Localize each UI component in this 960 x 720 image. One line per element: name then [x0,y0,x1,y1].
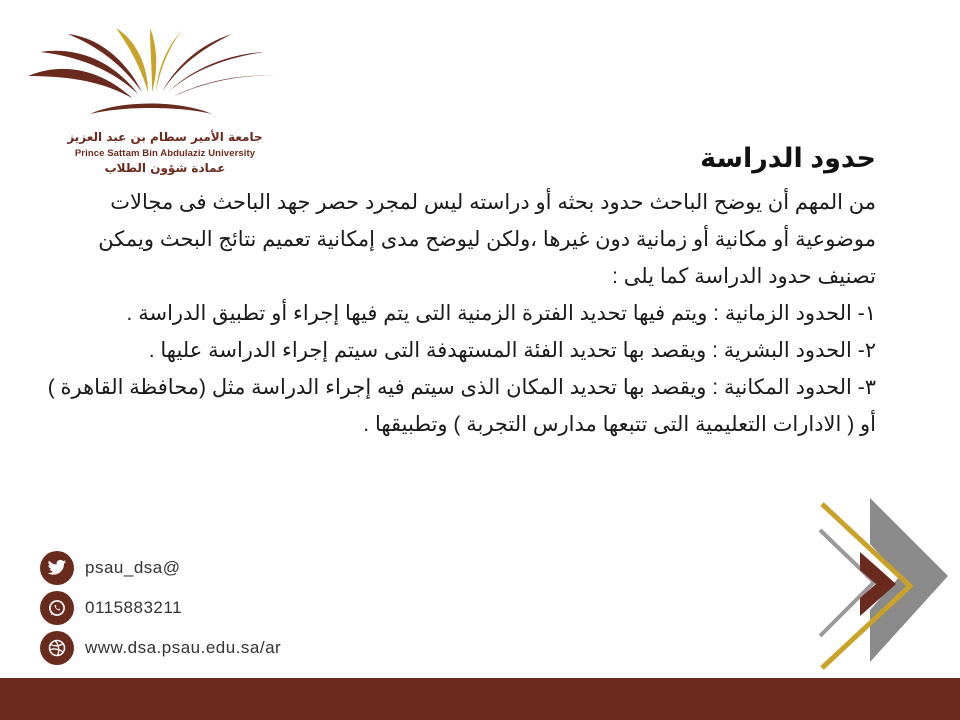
phone-number: 0115883211 [85,598,183,617]
slide-content [44,138,876,443]
twitter-contact[interactable] [40,548,281,588]
slide-title: حدود الدراسة [700,143,876,173]
university-name-arabic: جامعة الأمير سطام بن عبد العزيز [67,130,263,144]
human-boundaries-item: ٢- الحدود البشرية : ويقصد بها تحديد الفئة المستهدفة التى سيتم إجراء الدراسة عليها . [148,339,876,362]
time-boundaries-item: ١- الحدود الزمانية : ويتم فيها تحديد الفترة الزمنية التى يتم فيها إجراء أو تطبيق الدراسة . [126,302,876,325]
logo-emblem-icon [20,28,282,132]
footer-bar [0,678,960,720]
phone-contact[interactable] [40,588,281,628]
globe-icon [40,631,74,665]
university-name-english: Prince Sattam Bin Abdulaziz University [74,148,256,159]
contact-info [40,548,281,668]
intro-paragraph: من المهم أن يوضح الباحث حدود بحثه أو دراسته ليس لمجرد حصر جهد الباحث فى مجالات موضوعية أو مكانية أو زمانية دون غيرها ،ولكن ليوضح مدى إمكانية تعميم نتائج البحث ويمكن تصنيف حدود الدراسة كما يلى : [98,191,876,288]
website-contact[interactable] [40,628,281,668]
decorative-chevrons [800,490,960,678]
department-name: عمادة شؤون الطلاب [104,161,226,175]
whatsapp-icon [40,591,74,625]
twitter-icon [40,551,74,585]
place-boundaries-item: ٣- الحدود المكانية : ويقصد بها تحديد المكان الذى سيتم فيه إجراء الدراسة مثل (محافظة القاهرة ) أو ( الادارات التعليمية التى تتبعها مدارس التجربة ) وتطبيقها . [47,376,876,436]
twitter-handle: psau_dsa@ [85,558,181,577]
website-url: www.dsa.psau.edu.sa/ar [85,638,282,657]
